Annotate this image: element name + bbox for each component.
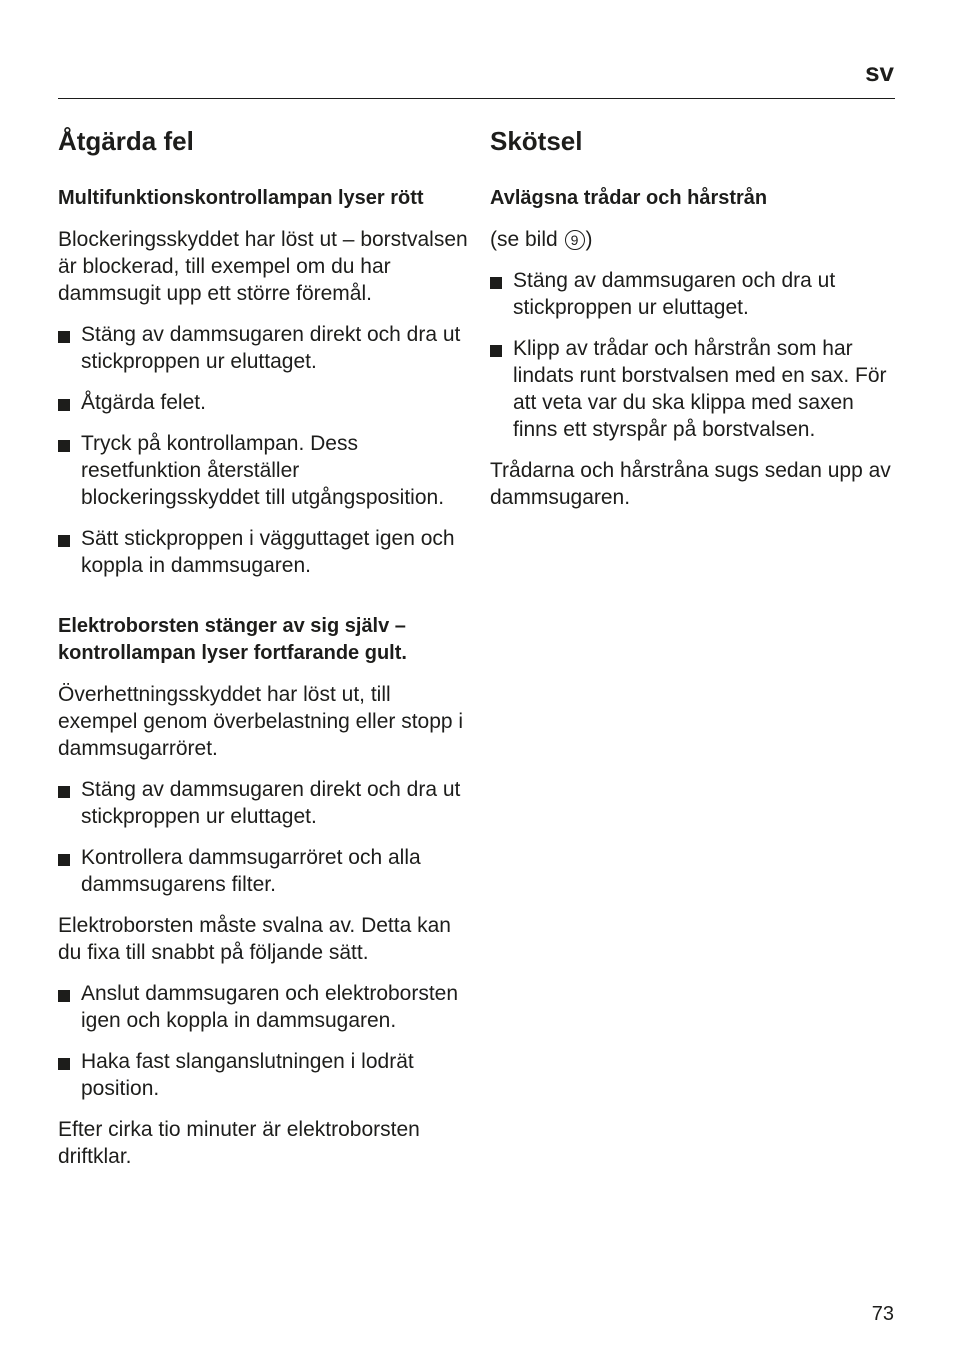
list-item: Tryck på kontrollampan. Dess resetfunktion återställer blockeringsskyddet till utgångsposition. (58, 430, 468, 511)
language-code: sv (865, 57, 894, 87)
list-item: Haka fast slanganslutningen i lodrät position. (58, 1048, 468, 1102)
subheading-red-lamp: Multifunktionskontrollampan lyser rött (58, 187, 424, 209)
list-item: Klipp av trådar och hårstrån som har lindats runt borstvalsen med en sax. För att veta var du ska klippa med saxen finns ett styrspår på borstvalsen. (490, 335, 895, 443)
list-item: Stäng av dammsugaren direkt och dra ut stickproppen ur eluttaget. (58, 776, 468, 830)
square-bullet-icon (490, 277, 502, 289)
header-rule (58, 98, 895, 99)
list-item: Stäng av dammsugaren och dra ut stickproppen ur eluttaget. (490, 267, 895, 321)
subheading-overheat: Elektroborsten stänger av sig själv – kontrollampan lyser fortfarande gult. (58, 615, 407, 664)
step-list-overheat-b (58, 980, 468, 1102)
list-item: Sätt stickproppen i vägguttaget igen och koppla in dammsugaren. (58, 525, 468, 579)
paragraph-overheat-intro: Överhettningsskyddet har löst ut, till exempel genom överbelastning eller stopp i dammsugarröret. (58, 683, 464, 760)
paragraph-overheat-outro: Efter cirka tio minuter är elektroborsten driftklar. (58, 1118, 420, 1168)
step-list-red-lamp (58, 321, 468, 579)
paragraph-remove-threads-outro: Trådarna och hårstråna sugs sedan upp av dammsugaren. (490, 459, 891, 509)
step-list-remove-threads (490, 267, 895, 443)
subheading-remove-threads: Avlägsna trådar och hårstrån (490, 187, 768, 209)
left-column (58, 124, 468, 1184)
square-bullet-icon (58, 440, 70, 452)
list-item: Stäng av dammsugaren direkt och dra ut stickproppen ur eluttaget. (58, 321, 468, 375)
figure-number-badge: 9 (565, 230, 585, 250)
square-bullet-icon (58, 786, 70, 798)
paragraph-overheat-middle: Elektroborsten måste svalna av. Detta kan du fixa till snabbt på följande sätt. (58, 914, 451, 964)
right-column (490, 124, 895, 525)
square-bullet-icon (58, 1058, 70, 1070)
list-item: Kontrollera dammsugarröret och alla dammsugarens filter. (58, 844, 468, 898)
square-bullet-icon (58, 854, 70, 866)
page-number: 73 (871, 1303, 894, 1325)
list-item: Åtgärda felet. (58, 389, 468, 416)
square-bullet-icon (490, 345, 502, 357)
step-list-overheat-a (58, 776, 468, 898)
paragraph-red-lamp-intro: Blockeringsskyddet har löst ut – borstvalsen är blockerad, till exempel om du har dammsugit upp ett större föremål. (58, 228, 468, 305)
figure-reference: (se bild 9 ) (490, 228, 593, 251)
square-bullet-icon (58, 535, 70, 547)
square-bullet-icon (58, 990, 70, 1002)
square-bullet-icon (58, 331, 70, 343)
section-title-care: Skötsel (490, 126, 583, 156)
list-item: Anslut dammsugaren och elektroborsten igen och koppla in dammsugaren. (58, 980, 468, 1034)
section-title-troubleshooting: Åtgärda fel (58, 126, 194, 156)
square-bullet-icon (58, 399, 70, 411)
